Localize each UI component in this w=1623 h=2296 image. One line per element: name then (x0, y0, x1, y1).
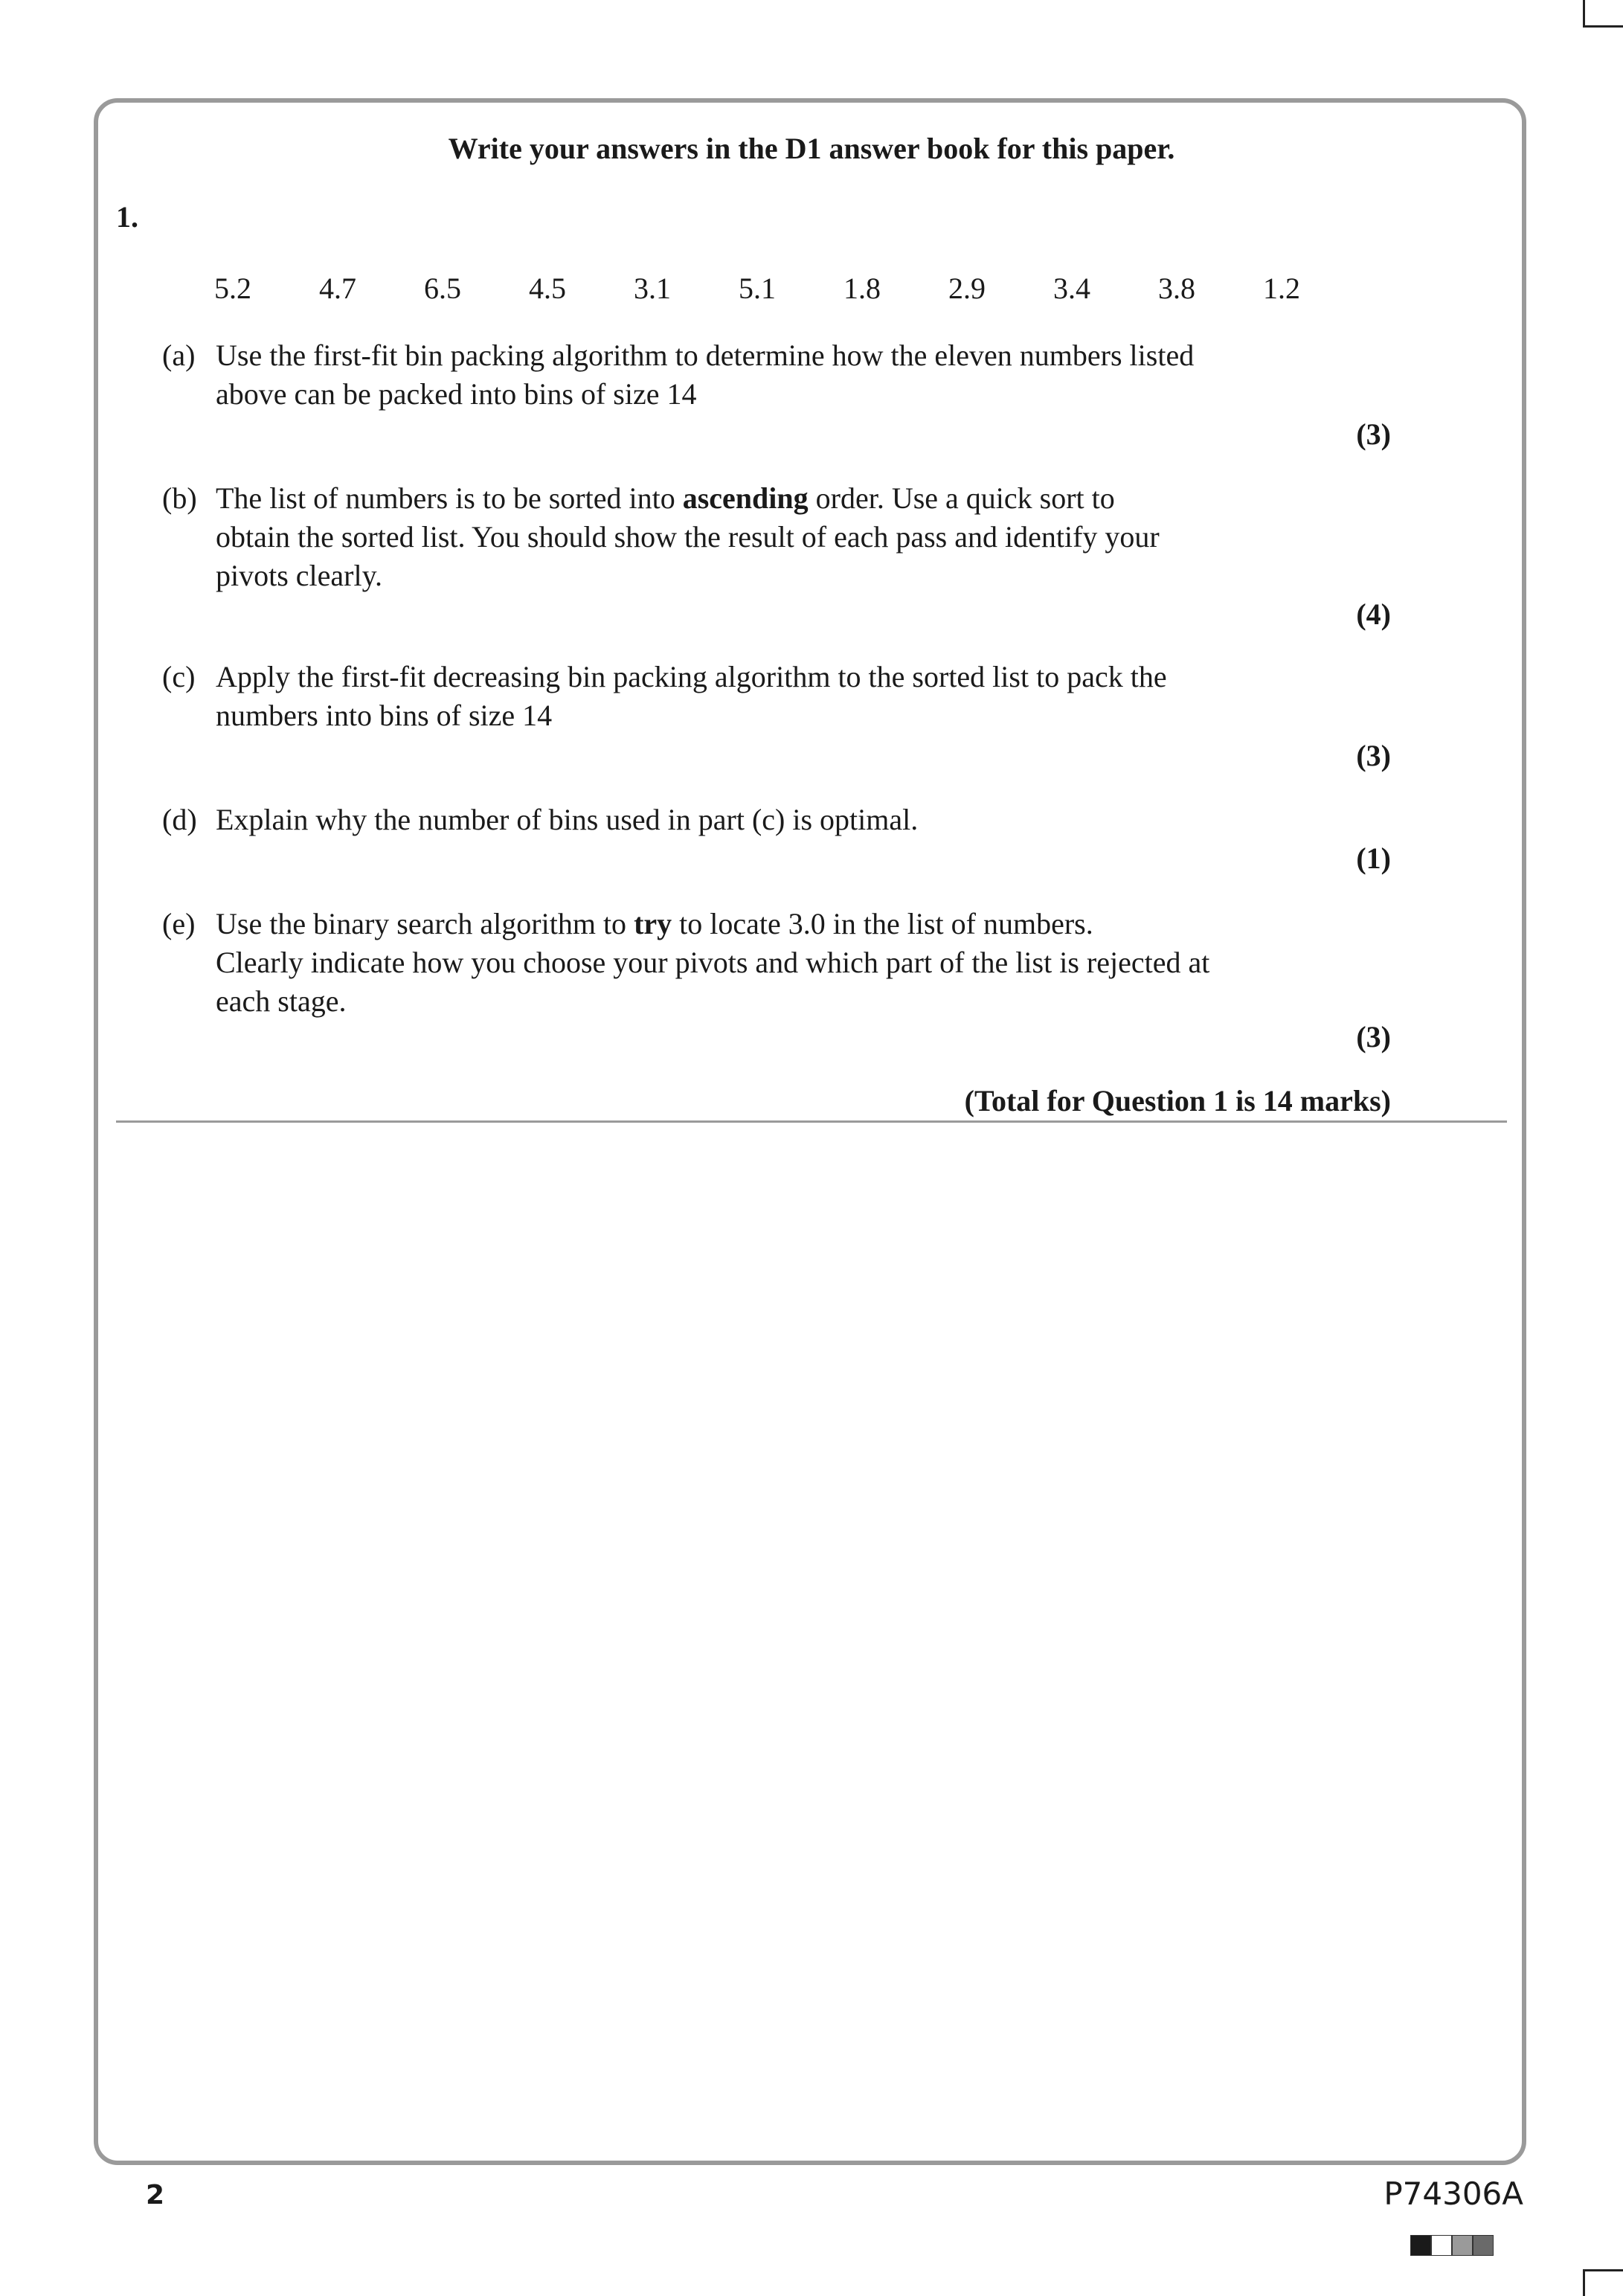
marks-part-a: (3) (1356, 417, 1391, 451)
crop-mark-top (1583, 0, 1585, 27)
list-number: 4.5 (529, 272, 566, 305)
colour-code-boxes (1410, 2235, 1494, 2257)
part-label: (a) (162, 339, 196, 372)
list-number: 1.8 (843, 272, 881, 305)
question-part-a (162, 336, 1352, 418)
list-number: 3.4 (1053, 272, 1090, 305)
code-box (1452, 2235, 1473, 2256)
part-text (216, 479, 1346, 595)
part-label: (e) (162, 907, 196, 940)
code-box (1473, 2235, 1494, 2256)
part-text (216, 658, 1346, 735)
divider-rule (116, 1120, 1507, 1123)
part-text (216, 336, 1346, 414)
marks-part-e: (3) (1356, 1020, 1391, 1054)
question-part-b (162, 479, 1352, 598)
list-number: 2.9 (948, 272, 986, 305)
part-text-line: above can be packed into bins of size 14 (216, 377, 697, 411)
emphasis-text: try (634, 907, 672, 940)
part-text (216, 801, 1346, 839)
part-text-line: Clearly indicate how you choose your pivots and which part of the list is rejected at (216, 946, 1210, 979)
part-text-line: Apply the first-fit decreasing bin packing algorithm to the sorted list to pack the (216, 660, 1167, 693)
text-run: to locate 3.0 in the list of numbers. (672, 907, 1093, 940)
question-number: 1. (116, 200, 138, 234)
list-number: 4.7 (319, 272, 356, 305)
list-number: 6.5 (424, 272, 461, 305)
list-number: 3.8 (1158, 272, 1195, 305)
part-text (216, 905, 1346, 1021)
part-label: (b) (162, 481, 197, 515)
part-text-line (216, 479, 1346, 518)
list-number: 1.2 (1263, 272, 1300, 305)
crop-mark-top-horizontal (1583, 25, 1623, 28)
question-part-e (162, 905, 1352, 1024)
question-part-c (162, 658, 1352, 740)
question-total: (Total for Question 1 is 14 marks) (964, 1084, 1391, 1117)
list-number: 3.1 (634, 272, 671, 305)
list-number: 5.2 (214, 272, 251, 305)
part-label: (d) (162, 803, 197, 836)
part-text-line: numbers into bins of size 14 (216, 699, 553, 732)
crop-mark-bottom-horizontal (1583, 2269, 1623, 2271)
marks-part-c: (3) (1356, 739, 1391, 772)
list-number: 5.1 (739, 272, 776, 305)
marks-part-d: (1) (1356, 841, 1391, 875)
text-run: Use the binary search algorithm to (216, 907, 634, 940)
part-text-line: pivots clearly. (216, 559, 383, 592)
question-part-d (162, 801, 1352, 842)
page-number: 2 (146, 2180, 165, 2210)
text-run: The list of numbers is to be sorted into (216, 481, 683, 515)
part-text-line (216, 905, 1346, 943)
crop-mark-bottom (1583, 2269, 1585, 2296)
part-text-line: each stage. (216, 984, 347, 1018)
marks-part-b: (4) (1356, 597, 1391, 631)
text-run: order. Use a quick sort to (808, 481, 1115, 515)
emphasis-text: ascending (682, 481, 809, 515)
part-text-line: Use the first-fit bin packing algorithm to determine how the eleven numbers listed (216, 339, 1195, 372)
code-box (1410, 2235, 1431, 2256)
code-box (1431, 2235, 1452, 2256)
part-text-line: Explain why the number of bins used in part (c) is optimal. (216, 803, 919, 836)
instruction-heading: Write your answers in the D1 answer book for this paper. (448, 132, 1175, 165)
part-label: (c) (162, 660, 196, 693)
paper-code: P74306A (1383, 2175, 1523, 2212)
part-text-line: obtain the sorted list. You should show the result of each pass and identify your (216, 520, 1160, 554)
